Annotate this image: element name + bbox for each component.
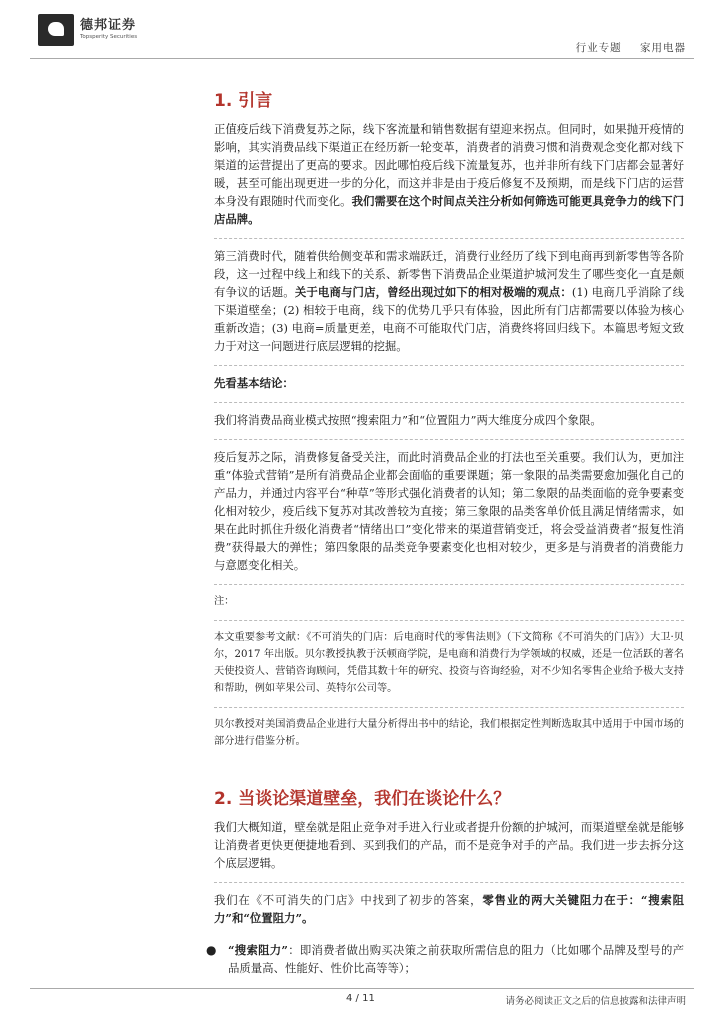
conclusion-heading: 先看基本结论：: [214, 376, 294, 390]
company-logo: [38, 14, 137, 46]
conclusion-paragraph-2: 疫后复苏之际，消费修复备受关注，而此时消费品企业的打法也至关重要。我们认为，更加注重“体验式营销”是所有消费品企业都会面临的重要课题；第一象限的品类需要愈加强化自己的产品力，并通过内容平台“种草”等形式强化消费者的认知；第二象限的品类面临的竞争要素变化相对较少，疫后线下复苏对其改善较为直接；第三象限的品类客单价低且满足情绪需求，如果在此时抓住升级化消费者“情绪出口”变化带来的渠道营销变迁，将会受益消费者“报复性消费”获得最大的弹性；第四象限的品类竞争要素变化也相对较少，更多是与消费者的消费能力与意愿变化相关。: [214, 450, 684, 572]
intro-paragraph-2: 第三消费时代，随着供给侧变革和需求端跃迁，消费行业经历了线下到电商再到新零售等各阶段，这一过程中线上和线下的关系、新零售下消费品企业渠道护城河发生了哪些变化一直是颇有争议的话题。关于电商与门店，曾经出现过如下的相对极端的观点：(1) 电商几乎消除了线下渠道壁垒；(2) 相较于电商，线下的优势几乎只有体验，因此所有门店都需要以体验为核心重新改造；(3) 电商=质量更差，电商不可能取代门店，消费终将回归线下。本篇思考短文致力于对这一问题进行底层逻辑的挖掘。: [214, 249, 684, 353]
note-method: 贝尔教授对美国消费品企业进行大量分析得出书中的结论，我们根据定性判断选取其中适用于中国市场的部分进行借鉴分析。: [214, 719, 684, 747]
divider: [214, 620, 684, 621]
divider: [214, 402, 684, 403]
intro-paragraph-1: 正值疫后线下消费复苏之际，线下客流量和销售数据有望迎来拐点。但同时，如果抛开疫情的影响，其实消费品线下渠道正在经历新一轮变革，消费者的消费习惯和消费观念变化都对线下渠道的运营提出了更高的要求。因此哪怕疫后线下流量复苏，也并非所有线下门店都会显著好暖，甚至可能出现更进一步的分化，而这并非是由于疫后修复不及预期，而是线下门店的运营本身没有跟随时代而变化。我们需要在这个时间点关注分析如何筛选可能更具竞争力的线下门店品牌。: [214, 122, 684, 226]
header-divider: [30, 58, 694, 59]
divider: [214, 707, 684, 708]
page-number: 4 / 11: [346, 993, 375, 1004]
main-content: [206, 86, 684, 977]
conclusion-paragraph-1: 我们将消费品商业模式按照“搜索阻力”和“位置阻力”两大维度分成四个象限。: [214, 413, 602, 427]
logo-name-en: Topsperity Securities: [80, 34, 138, 41]
section-1-title: 1. 引言: [214, 91, 273, 111]
divider: [214, 365, 684, 366]
report-type: 行业专题: [575, 42, 622, 54]
divider: [214, 439, 684, 440]
legal-disclaimer: 请务必阅读正文之后的信息披露和法律声明: [505, 996, 686, 1007]
divider: [214, 584, 684, 585]
divider: [214, 882, 684, 883]
logo-name-cn: 德邦证券: [80, 18, 137, 34]
section-2-paragraph-1: 我们大概知道，壁垒就是阻止竞争对手进入行业或者提升份额的护城河，而渠道壁垒就是能够让消费者更快更便捷地看到、买到我们的产品，而不是竞争对手的产品。我们进一步去拆分这个底层逻辑。: [214, 820, 684, 870]
extreme-views-lead: 关于电商与门店，曾经出现过如下的相对极端的观点：: [294, 285, 572, 299]
note-label: 注：: [214, 596, 235, 607]
section-2-paragraph-2: 我们在《不可消失的门店》中找到了初步的答案，零售业的两大关键阻力在于：“搜索阻力”和“位置阻力”。: [214, 893, 684, 925]
report-industry: 家用电器: [640, 42, 686, 54]
section-2-title: 2. 当谈论渠道壁垒，我们在谈论什么？: [214, 789, 511, 809]
two-frictions-key-point: 零售业的两大关键阻力在于：“搜索阻力”和“位置阻力”。: [214, 893, 684, 925]
list-item: ● “搜索阻力”：即消费者做出购买决策之前获取所需信息的阻力（比如哪个品牌及型号的产品质量高、性能好、性价比高等等）；: [206, 943, 684, 975]
note-reference: 本文重要参考文献：《不可消失的门店：后电商时代的零售法则》（下文简称《不可消失的门店》）大卫·贝尔，2017 年出版。贝尔教授执教于沃顿商学院，是电商和消费行为学领域的权威，还是一位活跃的著名天使投资人、营销咨询顾问，凭借其数十年的研究、投资与咨询经验，对不少知名零售企业给予极大支持和帮助，例如苹果公司、英特尔公司等。: [214, 632, 684, 694]
divider: [214, 238, 684, 239]
search-friction-term: “搜索阻力”: [228, 943, 288, 957]
report-category: [576, 40, 686, 55]
footer-divider: [30, 988, 694, 989]
logo-emblem: [38, 14, 74, 46]
bullet-icon: ●: [206, 943, 217, 957]
intro-key-point: 我们需要在这个时间点关注分析如何筛选可能更具竞争力的线下门店品牌。: [214, 194, 684, 226]
